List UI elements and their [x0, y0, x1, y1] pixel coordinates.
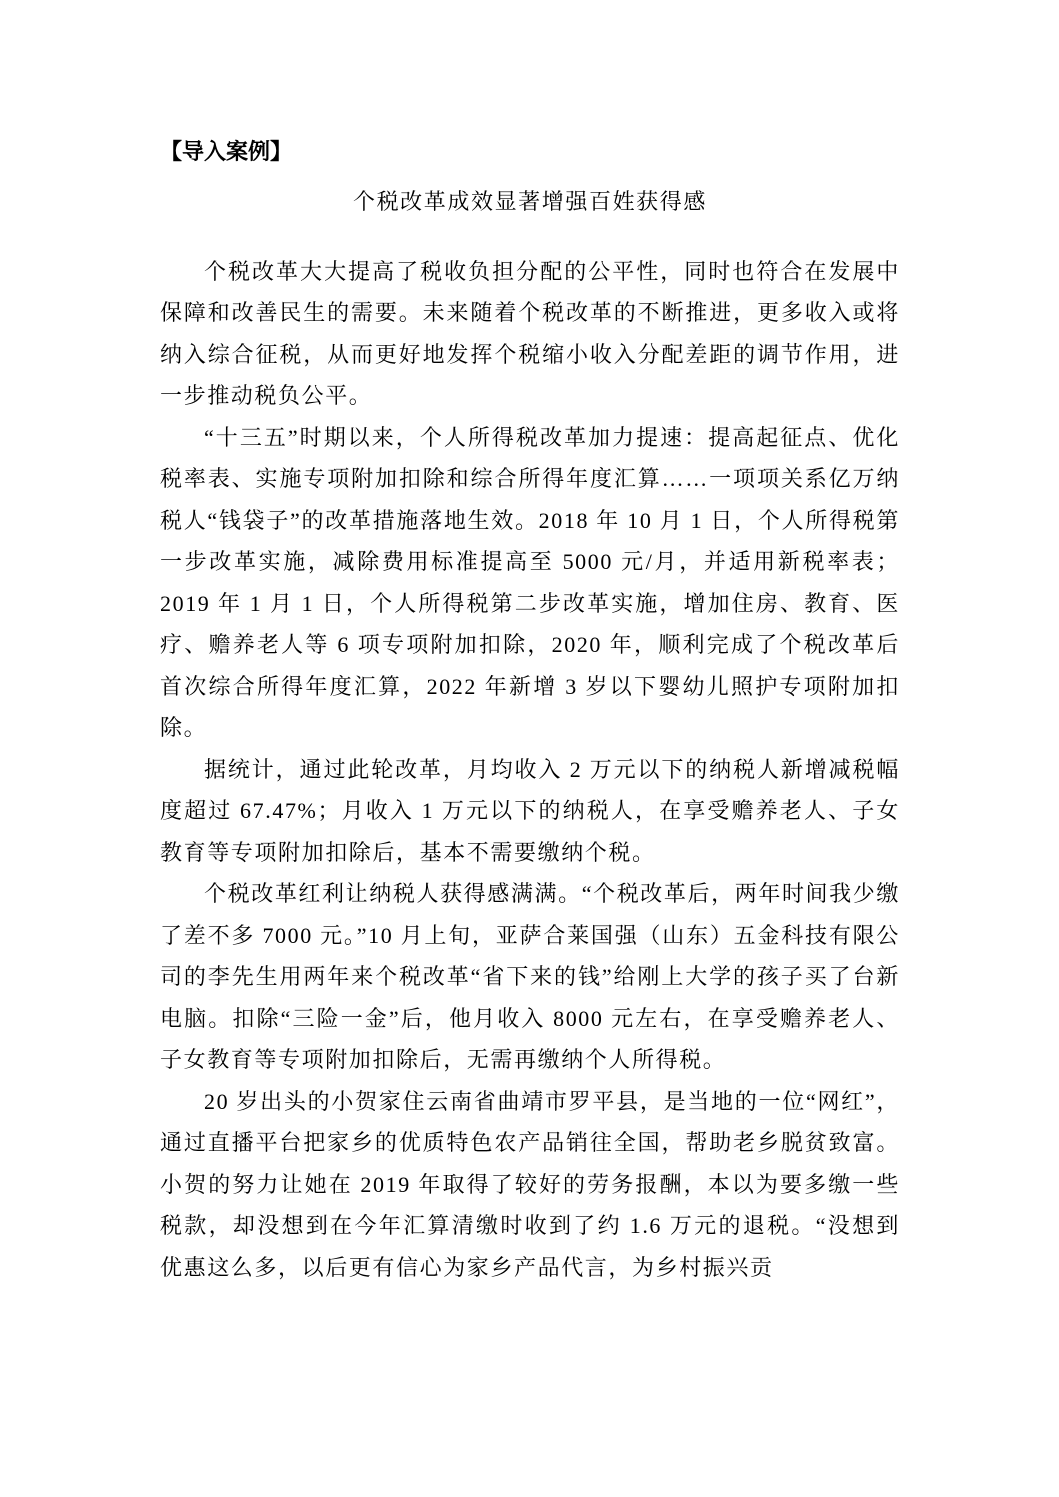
section-heading: 【导入案例】: [160, 139, 293, 164]
article-body: [160, 251, 900, 1289]
article-title: 个税改革成效显著增强百姓获得感: [352, 189, 707, 214]
article-paragraph-3: 据统计，通过此轮改革，月均收入 2 万元以下的纳税人新增减税幅度超过 67.47%；月收入 1 万元以下的纳税人，在享受赡养老人、子女教育等专项附加扣除后，基本不需要缴纳个税。: [160, 756, 900, 865]
article-paragraph-1: 个税改革大大提高了税收负担分配的公平性，同时也符合在发展中保障和改善民生的需要。未来随着个税改革的不断推进，更多收入或将纳入综合征税，从而更好地发挥个税缩小收入分配差距的调节作用，进一步推动税负公平。: [160, 258, 900, 408]
article-paragraph-4: 个税改革红利让纳税人获得感满满。“个税改革后，两年时间我少缴了差不多 7000 元。”10 月上旬，亚萨合莱国强（山东）五金科技有限公司的李先生用两年来个税改革“省下来的钱”给刚上大学的孩子买了台新电脑。扣除“三险一金”后，他月收入 8000 元左右，在享受赡养老人、子女教育等专项附加扣除后，无需再缴纳个人所得税。: [160, 881, 900, 1072]
article-paragraph-2: “十三五”时期以来，个人所得税改革加力提速：提高起征点、优化税率表、实施专项附加扣除和综合所得年度汇算……一项项关系亿万纳税人“钱袋子”的改革措施落地生效。2018 年 10 月 1 日，个人所得税第一步改革实施，减除费用标准提高至 5000 元/月，并适用新税率表；2019 年 1 月 1 日，个人所得税第二步改革实施，增加住房、教育、医疗、赡养老人等 6 项专项附加扣除，2020 年，顺利完成了个税改革后首次综合所得年度汇算，2022 年新增 3 岁以下婴幼儿照护专项附加扣除。: [160, 424, 900, 740]
article-paragraph-5: 20 岁出头的小贺家住云南省曲靖市罗平县，是当地的一位“网红”，通过直播平台把家乡的优质特色农产品销往全国，帮助老乡脱贫致富。小贺的努力让她在 2019 年取得了较好的劳务报酬，本以为要多缴一些税款，却没想到在今年汇算清缴时收到了约 1.6 万元的退税。“没想到优惠这么多，以后更有信心为家乡产品代言，为乡村振兴贡: [160, 1088, 900, 1280]
